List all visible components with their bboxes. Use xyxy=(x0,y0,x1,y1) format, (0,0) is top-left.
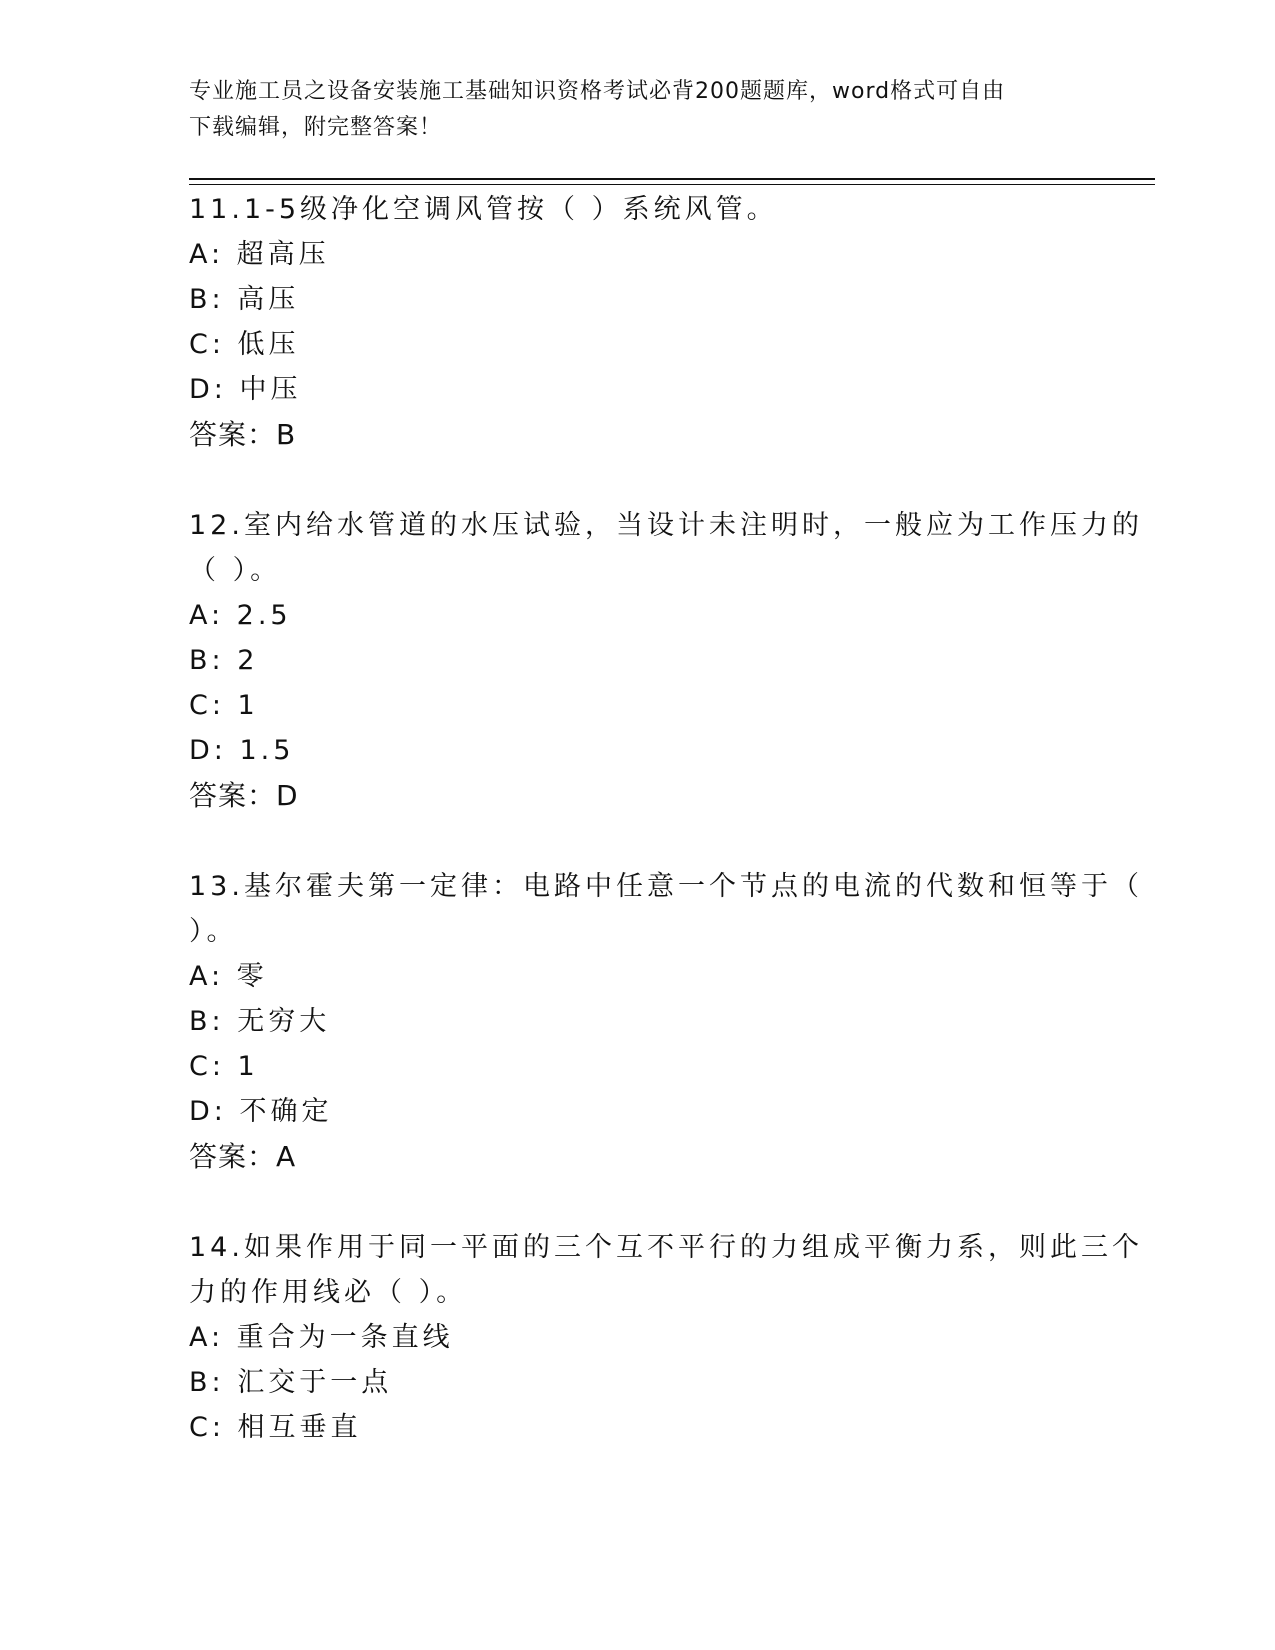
question-11-option-c: C: 低压 xyxy=(189,329,300,360)
document-header xyxy=(189,74,1069,146)
question-13-option-a: A: 零 xyxy=(189,961,268,992)
question-14-stem-line-1: 14.如果作用于同一平面的三个互不平行的力组成平衡力系，则此三个 xyxy=(189,1232,1143,1263)
question-13-stem-line-1: 13.基尔霍夫第一定律：电路中任意一个节点的电流的代数和恒等于（ xyxy=(189,871,1143,902)
question-13-stem-line-2: ）。 xyxy=(189,916,238,947)
question-14-option-c: C: 相互垂直 xyxy=(189,1412,362,1443)
question-11-option-a: A: 超高压 xyxy=(189,239,330,270)
question-12-stem-line-1: 12.室内给水管道的水压试验，当设计未注明时，一般应为工作压力的 xyxy=(189,510,1143,541)
question-13-option-c: C: 1 xyxy=(189,1051,259,1082)
question-11-stem-line-1: 11.1-5级净化空调风管按（ ）系统风管。 xyxy=(189,194,778,225)
question-11-answer: 答案：B xyxy=(189,418,297,451)
question-12-option-b: B: 2 xyxy=(189,645,259,676)
question-12-option-d: D: 1.5 xyxy=(189,735,295,766)
header-line-1: 专业施工员之设备安装施工基础知识资格考试必背200题题库，word格式可自由 xyxy=(189,79,1006,104)
header-rule-bottom xyxy=(189,184,1155,185)
question-12-option-c: C: 1 xyxy=(189,690,259,721)
question-14-stem-line-2: 力的作用线必（ ）。 xyxy=(189,1277,468,1308)
question-11-option-d: D: 中压 xyxy=(189,374,302,405)
header-line-2: 下载编辑，附完整答案！ xyxy=(189,115,443,140)
header-rule-top xyxy=(189,178,1155,180)
question-12-answer: 答案：D xyxy=(189,779,299,812)
question-14-option-a: A: 重合为一条直线 xyxy=(189,1322,454,1353)
question-14-option-b: B: 汇交于一点 xyxy=(189,1367,393,1398)
question-13-option-d: D: 不确定 xyxy=(189,1096,333,1127)
question-13-option-b: B: 无穷大 xyxy=(189,1006,331,1037)
question-11-option-b: B: 高压 xyxy=(189,284,300,315)
question-13-answer: 答案：A xyxy=(189,1140,297,1173)
question-12-stem-line-2: （ ）。 xyxy=(189,555,282,586)
question-12-option-a: A: 2.5 xyxy=(189,600,292,631)
